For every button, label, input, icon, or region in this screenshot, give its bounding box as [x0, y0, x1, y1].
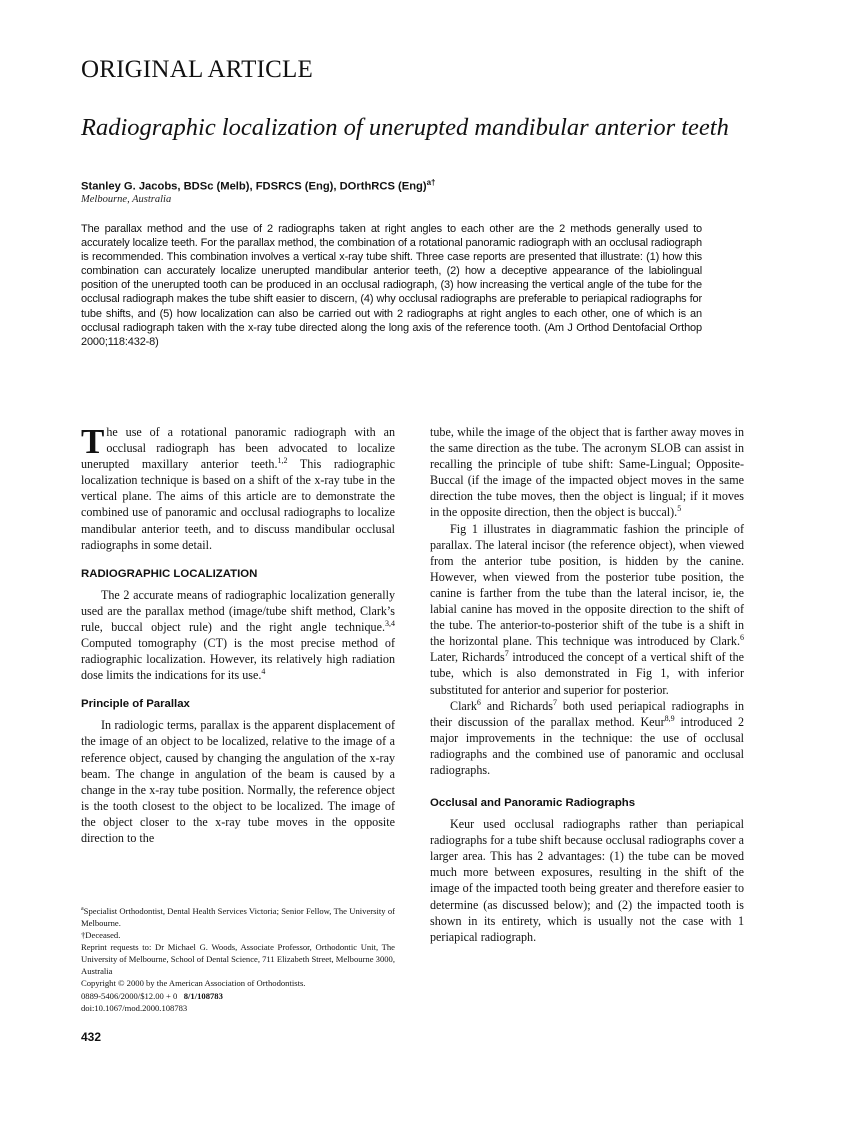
citation-ref: 3,4 — [385, 618, 395, 628]
footnote-reprint: Reprint requests to: Dr Michael G. Woods, Associate Professor, Orthodontic Unit, The University of Melbourne, School of Dental Science, 711 Elizabeth Street, Melbourne 3000, Australia — [81, 942, 395, 977]
body-paragraph — [430, 521, 744, 698]
footnote-text: Specialist Orthodontist, Dental Health Services Victoria; Senior Fellow, The University of Melbourne. — [81, 905, 395, 928]
paragraph-text: Computed tomography (CT) is the most precise method of radiographic localization. However, its relatively high radiation dose limits the indications for its use. — [81, 636, 395, 683]
issn-code: 8/1/108783 — [183, 990, 223, 1001]
left-column — [81, 424, 395, 846]
intro-text-cont: This radiographic localization technique is based on a shift of the x-ray tube in the vertical plane. The aims of this article are to demonstrate the combined use of panoramic and occlusal radiographs to localize mandibular anterior teeth, and to discuss mandibular occlusal radiographs in some detail. — [81, 457, 395, 552]
right-column — [430, 424, 744, 945]
footnote-mark: a — [81, 906, 84, 912]
footnote-deceased: †Deceased. — [81, 930, 121, 941]
paragraph-text: Fig 1 illustrates in diagrammatic fashion the principle of parallax. The lateral incisor (the reference object), when viewed from the anterior tube position, is hidden by the canine. However, when viewed from the posterior tube position, the canine is farther from the tube than the lateral incisor, ie, the labial canine has moved in the opposite direction to the shift of the tube. The anterior-to-posterior shift of the tube is a shift in the horizontal plane. This technique was introduced by Clark. — [430, 521, 744, 649]
paragraph-text: tube, while the image of the object that is farther away moves in the same direction as the tube. The acronym SLOB can assist in recalling the principle of tube shift: Same-Lingual; Opposite-Buccal (if the image of the impacted object moves in the same direction the tube moves, then the object is lingual; if it moves in the opposite direction, then the object is buccal). — [430, 425, 744, 520]
citation-ref: 1,2 — [277, 456, 288, 466]
body-paragraph: Keur used occlusal radiographs rather than periapical radiographs for a tube shift because occlusal radiographs cover a larger area. This has 2 advantages: (1) the tube can be moved much more between exposures, resulting in the shift of the image of the impacted tooth being greater and therefore easier to determine (as discussed below); and (2) the impacted tooth is shown in its entirety, which is usually not the case with 1 periapical radiograph. — [430, 817, 744, 944]
body-paragraph — [81, 587, 395, 684]
abstract: The parallax method and the use of 2 radiographs taken at right angles to each other are the 2 methods generally used to accurately localize teeth. For the parallax method, the combination of a rotational panoramic radiograph with an occlusal radiograph is recommended. This combination involves a vertical x-ray tube shift. Three case reports are presented that illustrate: (1) how this combination can accurately localize unerupted mandibular anterior teeth, (2) how a deceptive appearance of the labiolingual position of the unerupted tooth can be produced in an occlusal radiograph, (3) how increasing the vertical angle of the tube for the occlusal radiograph makes the tube shift easier to discern, (4) why occlusal radiographs are preferable to periapical radiographs for tube shifts, and (5) how localization can also be carried out with 2 radiographs at right angles to each other, one of which is an occlusal radiograph taken with the x-ray tube directed along the long axis of the reference tooth. (Am J Orthod Dentofacial Orthop 2000;118:432-8) — [81, 223, 702, 348]
paragraph-text: introduced 2 major improvements in the technique: the use of occlusal radiographs and the combined use of panoramic and occlusal radiographs. — [430, 714, 745, 777]
footnotes — [81, 903, 395, 1014]
citation-ref: 5 — [677, 504, 682, 514]
footnote-copyright: Copyright © 2000 by the American Association of Orthodontists. — [81, 978, 306, 989]
article-title: Radiographic localization of unerupted mandibular anterior teeth — [81, 114, 729, 141]
drop-cap: T — [81, 422, 105, 461]
heading-occlusal-panoramic: Occlusal and Panoramic Radiographs — [430, 797, 636, 810]
citation-ref: 6 — [740, 633, 744, 643]
page-number: 432 — [81, 1030, 102, 1044]
paragraph-text: and Richards — [480, 698, 553, 713]
paragraph-text: both used periapical radiographs in their discussion of the parallax method. Keur — [430, 698, 744, 729]
intro-paragraph — [81, 424, 395, 553]
paragraph-text: introduced the concept of a vertical shift of the tube, which is also demonstrated in Fig 1, with inferior substituted for anterior and superior for posterior. — [430, 650, 745, 697]
author-marks: a† — [426, 178, 436, 187]
heading-principle-of-parallax: Principle of Parallax — [81, 698, 190, 711]
author-location: Melbourne, Australia — [81, 194, 172, 205]
author-names: Stanley G. Jacobs, BDSc (Melb), FDSRCS (Eng), DOrthRCS (Eng) — [81, 180, 427, 193]
intro-text: he use of a rotational panoramic radiograph with an occlusal radiograph has been advocated to localize unerupted maxillary anterior teeth. — [81, 425, 395, 472]
issn-text: 0889-5406/2000/$12.00 + 0 — [81, 990, 178, 1001]
body-paragraph: In radiologic terms, parallax is the apparent displacement of the image of an object to be localized, relative to the image of a reference object, caused by changing the angulation of the x-ray beam. The change in angulation of the beam is caused by a change in the x-ray tube position. Normally, the reference object is the tooth closest to the object to be localized. The image of the object closer to the x-ray tube moves in the opposite direction to the — [81, 718, 395, 845]
citation-ref: 7 — [553, 697, 557, 707]
body-paragraph — [430, 698, 744, 778]
citation-ref: 7 — [504, 649, 509, 659]
citation-ref: 8,9 — [664, 713, 675, 723]
paragraph-text: Later, Richards — [430, 650, 505, 665]
citation-ref: 6 — [476, 697, 481, 707]
paragraph-text: Clark — [450, 698, 477, 713]
citation-ref: 4 — [261, 667, 266, 677]
heading-radiographic-localization: RADIOGRAPHIC LOCALIZATION — [81, 567, 258, 580]
body-paragraph — [430, 424, 744, 521]
footnote-issn — [81, 990, 395, 1002]
section-label: ORIGINAL ARTICLE — [81, 56, 313, 83]
paragraph-text: The 2 accurate means of radiographic localization generally used are the parallax method (image/tube shift method, Clark’s rule, buccal object rule) and the right angle technique. — [81, 587, 395, 634]
footnote-doi: doi:10.1067/mod.2000.108783 — [81, 1002, 188, 1013]
footnote-affiliation — [81, 903, 395, 929]
author-line — [81, 178, 436, 193]
